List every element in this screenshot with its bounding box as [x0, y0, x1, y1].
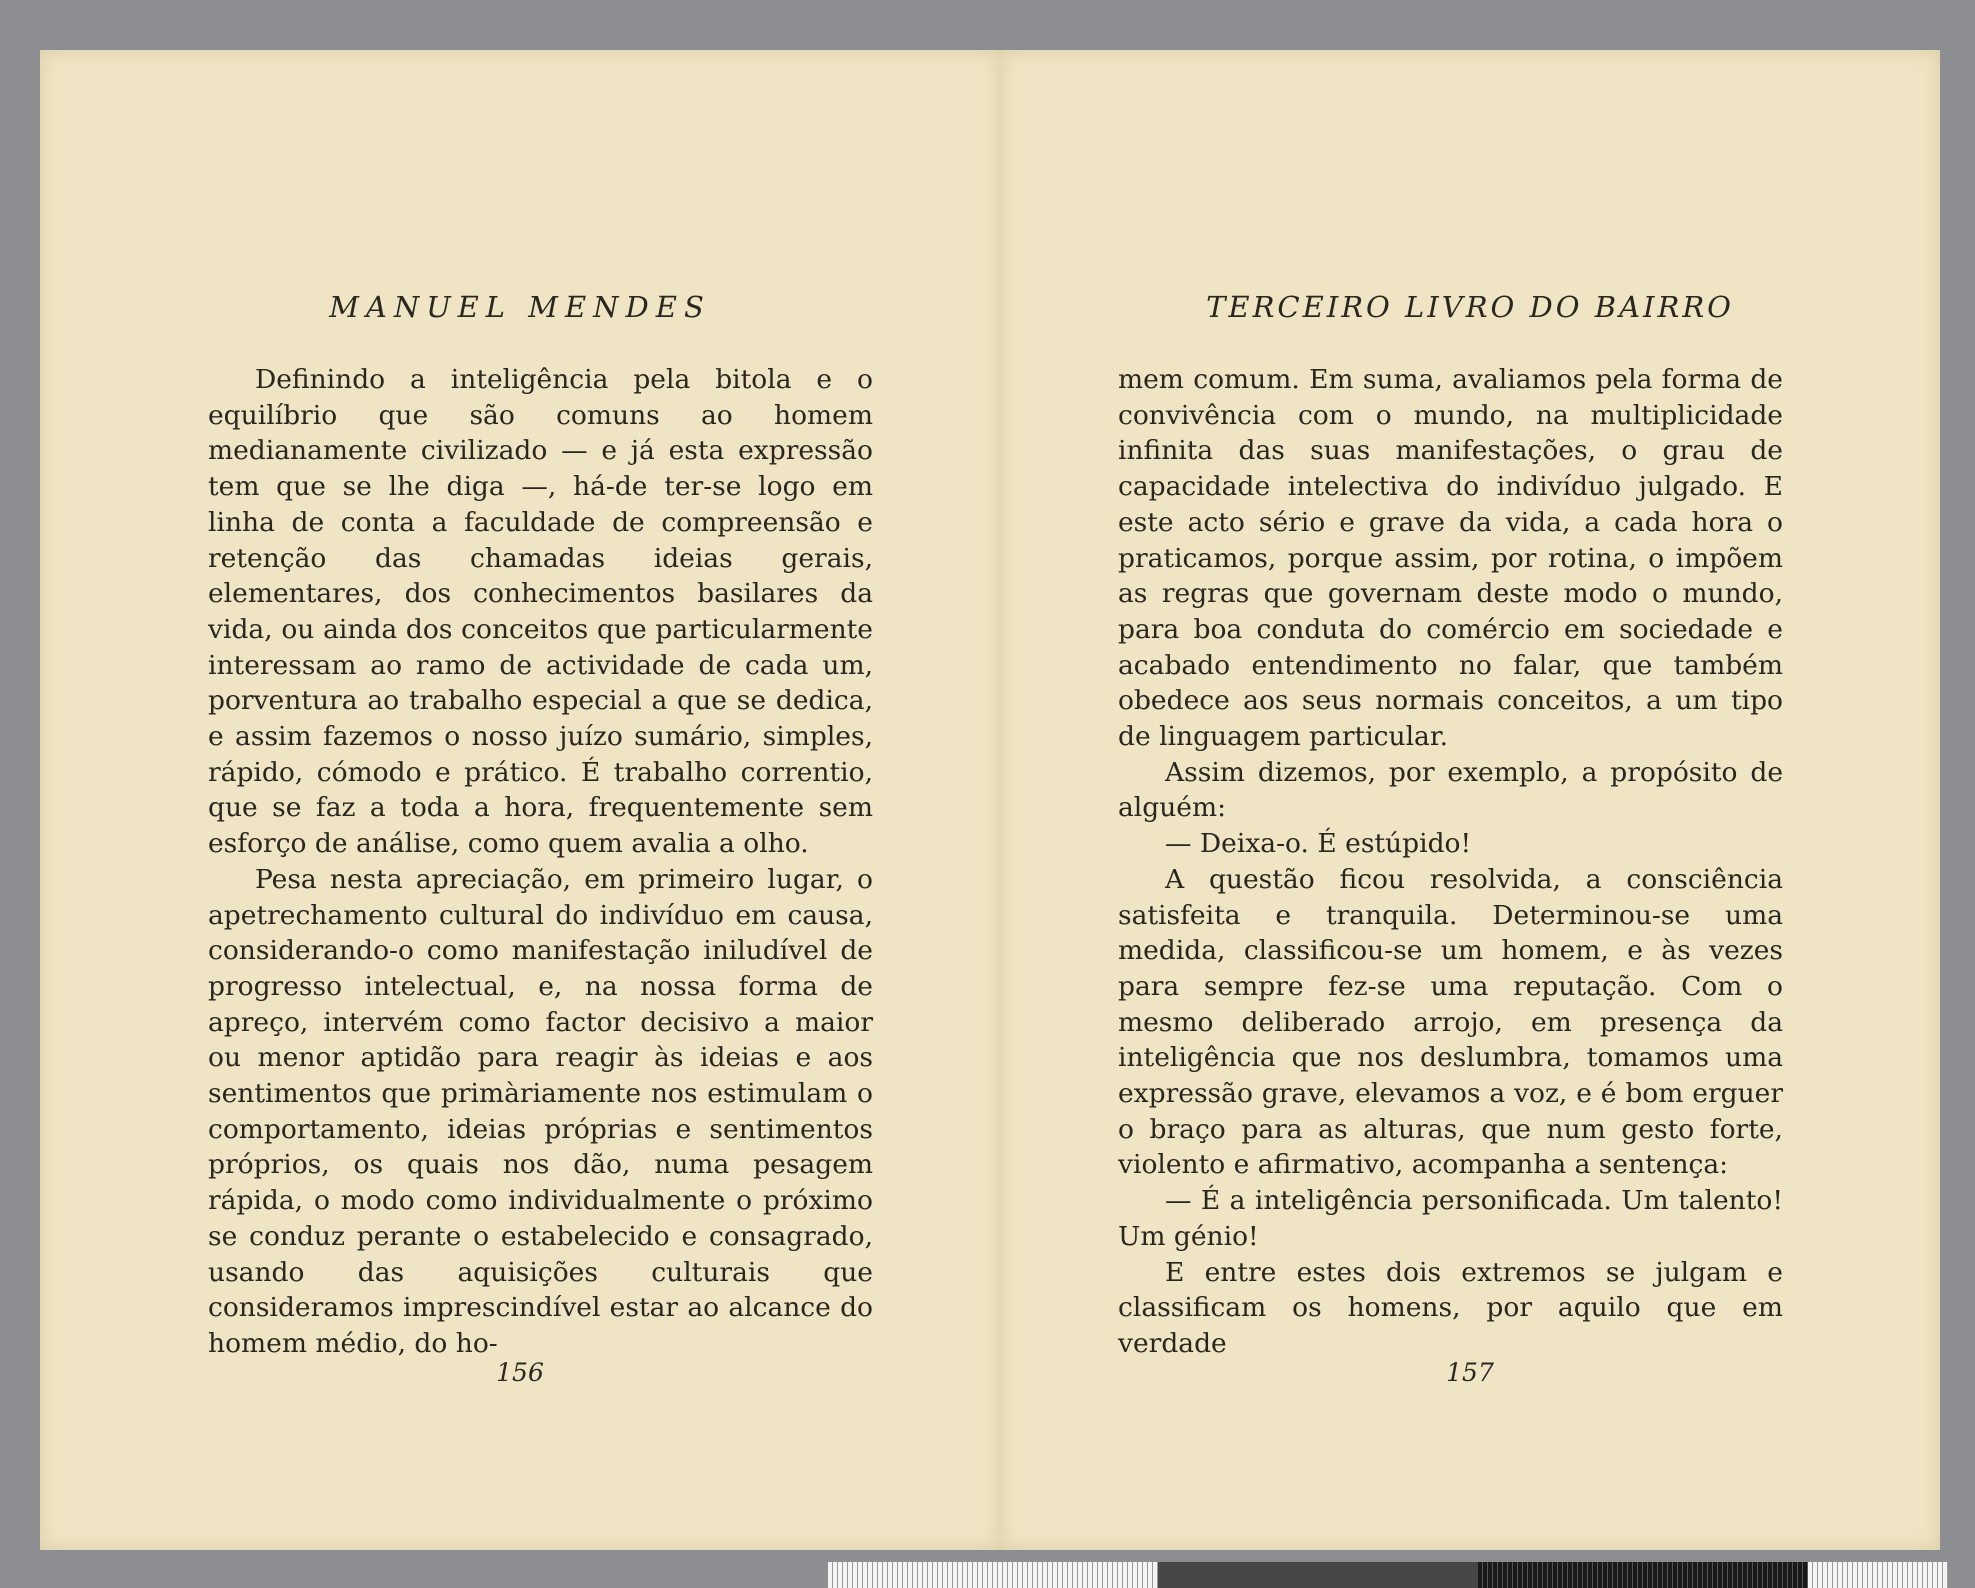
paragraph: mem comum. Em suma, avaliamos pela forma de convivência com o mundo, na multiplicidade infinita das suas manifestações, o grau de capacidade intelectiva do indivíduo julgado. E este acto sério e grave da vida, a cada hora o praticamos, porque assim, por rotina, o impõem as regras que governam deste modo o mundo, para boa conduta do comércio em sociedade e acabado entendimento no falar, que também obedece aos seus normais conceitos, a um tipo de linguagem particular.	[1118, 364, 1783, 753]
ruler-segment	[1808, 1562, 1948, 1588]
ruler-segment	[1478, 1562, 1808, 1588]
body-text	[208, 362, 873, 1362]
right-page	[1000, 50, 1940, 1550]
page-number: 157	[1446, 1358, 1494, 1387]
paragraph: Assim dizemos, por exemplo, a propósito de alguém:	[1118, 756, 1783, 824]
dialogue-line: — Deixa-o. É estúpido!	[1165, 828, 1472, 860]
page-number: 156	[496, 1358, 544, 1387]
paragraph: Pesa nesta apreciação, em primeiro lugar, o apetrechamento cultural do indivíduo em causa, considerando-o como manifestação iniludível de progresso intelectual, e, na nossa forma de apreço, intervém como factor decisivo a maior ou menor aptidão para reagir às ideias e aos sentimentos que primàriamente nos estimulam o comportamento, ideias próprias e sentimentos próprios, os quais nos dão, numa pesagem rápida, o modo como individualmente o próximo se conduz perante o estabelecido e consagrado, usando das aquisições culturais que consideramos imprescindível estar ao alcance do homem médio, do ho-	[208, 863, 873, 1359]
paragraph: Definindo a inteligência pela bitola e o equilíbrio que são comuns ao homem medianamente civilizado — e já esta expressão tem que se lhe diga —, há-de ter-se logo em linha de conta a faculdade de compreensão e retenção das chamadas ideias gerais, elementares, dos conhecimentos basilares da vida, ou ainda dos conceitos que particularmente interessam ao ramo de actividade de cada um, porventura ao trabalho especial a que se dedica, e assim fazemos o nosso juízo sumário, simples, rápido, cómodo e prático. É trabalho correntio, que se faz a toda a hora, frequentemente sem esforço de análise, como quem avalia a olho.	[208, 364, 873, 860]
left-page	[40, 50, 1002, 1550]
running-header-title: TERCEIRO LIVRO DO BAIRRO	[1206, 290, 1734, 324]
paragraph: A questão ficou resolvida, a consciência satisfeita e tranquila. Determinou-se uma medida, classificou-se um homem, e às vezes para sempre fez-se uma reputação. Com o mesmo deliberado arrojo, em presença da inteligência que nos deslumbra, tomamos uma expressão grave, elevamos a voz, e é bom erguer o braço para as alturas, que num gesto forte, violento e afirmativo, acompanha a sentença:	[1118, 863, 1783, 1181]
scan-ruler	[828, 1562, 1948, 1588]
ruler-segment	[1158, 1562, 1478, 1588]
ruler-segment	[828, 1562, 1158, 1588]
body-text	[1118, 362, 1783, 1362]
running-header-author: MANUEL MENDES	[329, 290, 711, 324]
paragraph: E entre estes dois extremos se julgam e classificam os homens, por aquilo que em verdade	[1118, 1256, 1783, 1359]
dialogue-line: — É a inteligência personificada. Um talento! Um génio!	[1118, 1185, 1783, 1252]
